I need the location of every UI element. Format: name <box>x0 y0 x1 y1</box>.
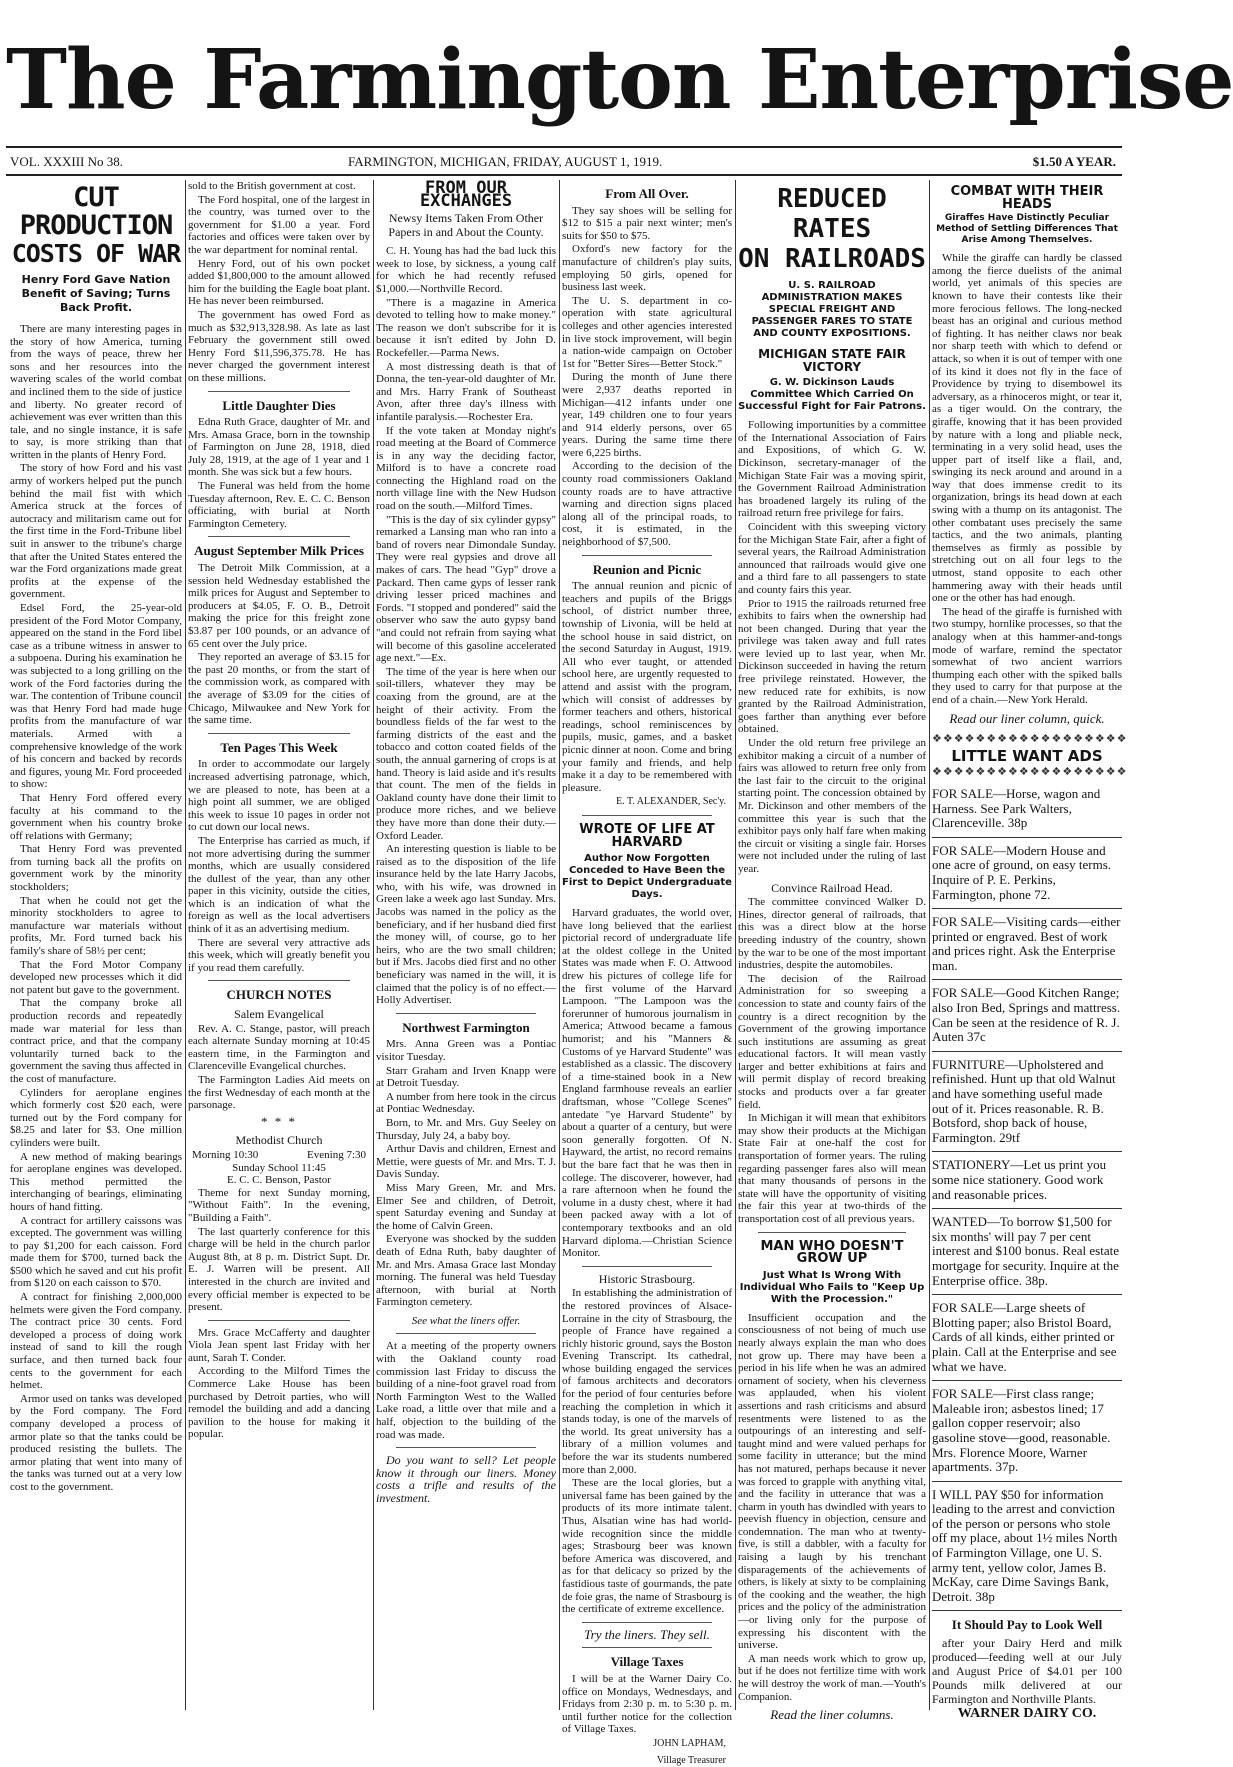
want-ad: FOR SALE—Good Kitchen Range; also Iron Bed, Springs and mattress. Can be seen at the residence of R. J. Auten 37c <box>932 980 1122 1051</box>
want-ad: FURNITURE—Upholstered and refinished. Hunt up that old Walnut and have something useful made out of it. Prices reasonable. R. B. Botsford, shop back of house, Farmington. 29tf <box>932 1052 1122 1153</box>
want-ad: WANTED—To borrow $1,500 for six months' will pay 7 per cent interest and $100 bonus. Real estate mortgage for security. Inquire at the Enterprise office. 38p. <box>932 1209 1122 1295</box>
section-heading: Ten Pages This Week <box>188 742 370 755</box>
dairy-ad-signature: WARNER DAIRY CO. <box>932 1708 1122 1721</box>
divider <box>582 1647 712 1648</box>
section-heading: Historic Strasbourg. <box>562 1273 732 1286</box>
want-ad: FOR SALE—Visiting cards—either printed or engraved. Best of work and prices right. Ask the Enterprise man. <box>932 909 1122 980</box>
signature: JOHN LAPHAM, <box>568 1738 726 1751</box>
exchanges-subheading: Newsy Items Taken From Other Papers in and About the County. <box>376 211 556 239</box>
column-1 <box>10 180 182 1710</box>
column-rule <box>185 180 186 1710</box>
sub-heading: Giraffes Have Distinctly Peculiar Method of Settling Differences That Arise Among Themselves. <box>932 213 1122 246</box>
want-ads-heading: LITTLE WANT ADS <box>932 750 1122 763</box>
column-5: REDUCED RATES ON RAILROADS U. S. RAILROAD ADMINISTRATION MAKES SPECIAL FREIGHT AND PASSENGER FARES TO STATE AND COUNTY EXPOSITIONS. MICHIGAN STATE FAIR VICTORY G. W. Dickinson Lauds Committee Which Carried On Successful Fight for Fair Patrons. Following importunities by a committee of the International Association of Fairs and Expositions, of which G. W. Dickinson, secretary-manager of the Michigan State Fair was a moving spirit, the Government Railroad Administration has broadened largely its ruling of the railroad return free privilege for fairs. Coincident with this sweeping victory for the Michigan State Fair, after a fight of several years, the Railroad Administration announced that railroads would give one and a third fare to all passengers to state and county fairs this year. Prior to 1915 the railroads returned free exhibits to fairs when the ownership had not been changed. During that year the privilege was taken away and full rates were levied up to last year, when Mr. Dickinson succeeded in having the return free privilege reinstated. However, the new reduced rate for exhibits, is now granted by the Railroad Administration, goes farther than anything ever before obtained. Under the old return free privilege an exhibitor making a circuit of a number of fairs was allowed to return free only from the last fair to the circuit to the original starting point. The concession obtained by Mr. Dickinson and other members of the committee this year is such that the exhibitor pays only half fare when making the circuit or visiting a single fair. Horses were not included under the ruling of last year. Convince Railroad Head. The committee convinced Walker D. Hines, director general of railroads, that this was a direct blow at the horse breeding industry of the country, shown by the war to be one of the most important industries, despite the automobiles. The decision of the Railroad Administration for so sweeping a concession to state and county fairs of the country is a direct recognition by the Government of the growing importance such institutions are assuming as great educational factors. It will mean vastly larger and better exhibitions at fairs and will permit display of record breaking stocks and products over a far greater field. In Michigan it will mean that exhibitors may show their products at the Michigan State Fair at one-half the cost for transportation of former years. The ruling regarding passenger fares also will mean that many thousands of persons in the state will have the opportunity of visiting the fair this year at two-thirds of the transportation cost of all previous years. MAN WHO DOESN'T GROW UP Just What Is Wrong With Individual Who Fails to "Keep Up With the Procession." Insufficient occupation and the consciousness of not being of much use nearly always explain the man who does not grow up. There may have been a period in his life when he was an admired ornament of society, when his cleverness was applauded, when his violent assertions and rash criticisms and absurd resentments were listened to as the outpourings of an interesting and self-taught mind and were valued perhaps for some facility in utterance; but the mind has not matured, perhaps because it never was forced to grapple with anything vital, and the facility in utterance that was a charm in youth has dwindled with years to peevish fluency in objection, censure and condemnation. The man who at twenty-five, is still a dabbler, with a faculty for raising a laugh by his trenchant disparagements of the achievements of others, is likely at sixty to be complaining of the cooking and the weather, the high prices and the policy of the administration—or living only for the purpose of expressing his discontent with the universe. A man needs work which to grow up, but if he does not fertilize time with work he will destroy the work of man.—Youth's Companion. Read the liner columns. <box>738 180 926 1710</box>
article-headline: REDUCED RATES ON RAILROADS <box>738 184 926 274</box>
divider <box>582 1266 712 1267</box>
column-rule <box>929 180 930 1710</box>
divider <box>396 1333 536 1334</box>
divider <box>582 555 712 556</box>
article-headline: CUT PRODUCTION COSTS OF WAR <box>10 184 182 267</box>
column-rule <box>373 180 374 1710</box>
want-ad: STATIONERY—Let us print you some nice stationery. Good work and reasonable prices. <box>932 1152 1122 1209</box>
sub-heading: Just What Is Wrong With Individual Who Fails to "Keep Up With the Procession." <box>738 1270 926 1306</box>
column-4: From All Over. They say shoes will be selling for $12 to $15 a pair next winter; men's suits for $50 to $75. Oxford's new factory for the manufacture of children's play suits, employing 50 girls, opened for business last week. The U. S. department in co-operation with state agricultural colleges and other agencies interested in live stock improvement, will begin a nation-wide campaign on October 1st for "Better Sires—Better Stock." During the month of June there were 2,937 deaths reported in Michigan—412 infants under one year, 149 children one to four years and 914 elderly persons, over 65 years. During the same time there were 6,225 births. According to the decision of the county road commissioners Oakland county roads are to have attractive warning and direction signs placed along all of the principal roads, to cost, it is estimated, in the neighborhood of $7,500. Reunion and Picnic The annual reunion and picnic of teachers and pupils of the Briggs school, of district number three, township of Livonia, will be held at the school house in said district, on the second Saturday in August, 1919. All who ever taught, or attended school here, are urgently requested to attend and assist with the program, which will consist of addresses by former teachers and others, historical readings, school reminiscences by pupils, music, games, and a basket picnic dinner at noon. Come and bring your family and friends, and help make it a day to be remembered with pleasure. E. T. ALEXANDER, Sec'y. WROTE OF LIFE AT HARVARD Author Now Forgotten Conceded to Have Been the First to Depict Undergraduate Days. Harvard graduates, the world over, have long believed that the earliest pictorial record of undergraduate life at the oldest college in the United States was made when F. O. Attwood drew his pictures of college life for the first volume of the Harvard Lampoon. "The Lampoon was the forerunner of humorous journalism in America; Attwood became a famous humorist; and his "Manners & Customs of ye Harvard Studente" was established as a classic. The discovery of a time-stained book in a New England farmhouse reveals an earlier draftsman, whose "College Scenes" antedate "ye Harvard Studente" by about a quarter of a century, but were soon generally forgotten. Of N. Hayward, the artist, no record remains but the bare fact that he was then in college. The discoverer, however, had a rare afternoon when he found the volume in a dusty chest, where it had been packed away with a lot of contemporary textbooks and an old Harvard diploma.—Christian Science Monitor. Historic Strasbourg. In establishing the administration of the restored provinces of Alsace-Lorraine in the city of Strasbourg, the people of France have regained a richly historic ground, says the Boston Evening Transcript. Its cathedral, whose building engaged the services of famous architects and decorators for the period of four centuries before reaching the completion in which it stands today, is one of the marvels of the world. Its great university has a library of a million volumes and before the war its students numbered more than 2,000. These are the local glories, but a universal fame has been gained by the products of its more intimate talent. Thus, Alsatian wine has had world-wide recognition since the middle ages; Strasbourg beer was known before America was discovered, and as for that delicacy so prized by the fastidious taste of gourmands, the pate de foie gras, the name of Strasbourg is the certificate of extreme excellence. Try the liners. They sell. Village Taxes I will be at the Warner Dairy Co. office on Mondays, Wednesdays, and Fridays from 2:30 p. m. to 5:30 p. m. until further notice for the collection of Village Taxes. JOHN LAPHAM, Village Treasurer <box>562 180 732 1710</box>
section-heading: From All Over. <box>562 188 732 201</box>
sub-heading: Author Now Forgotten Conceded to Have Been the First to Depict Undergraduate Days. <box>562 853 732 901</box>
section-heading: Little Daughter Dies <box>188 400 370 413</box>
divider <box>208 733 350 734</box>
article-deck: Henry Ford Gave Nation Benefit of Saving; Turns Back Profit. <box>10 273 182 315</box>
want-ad: FOR SALE—Large sheets of Blotting paper; also Bristol Board, Cards of all kinds, either printed or plain. Call at the Enterprise and see what we have. <box>932 1295 1122 1381</box>
section-heading: CHURCH NOTES <box>188 989 370 1002</box>
signature: Village Treasurer <box>568 1755 726 1767</box>
sub-heading: Convince Railroad Head. <box>738 882 926 895</box>
section-heading: Reunion and Picnic <box>562 564 732 577</box>
exchanges-heading: FROM OUR EXCHANGES <box>376 182 556 207</box>
want-ad: FOR SALE—Modern House and one acre of ground, on easy terms. Inquire of P. E. Perkins, Farmington, phone 72. <box>932 838 1122 909</box>
liners-promo: See what the liners offer. <box>376 1315 556 1328</box>
section-heading: MAN WHO DOESN'T GROW UP <box>738 1241 926 1266</box>
newspaper-page <box>6 0 1122 1717</box>
liners-promo: Do you want to sell? Let people know it through our liners. Money costs a trifle and results of the investment. <box>376 1454 556 1504</box>
article-continuation: sold to the British government at cost. The Ford hospital, one of the largest in the country, was turned over to the government for $1.00 a year. Ford factories and offices were taken over by the war department for nominal rental. Henry Ford, out of his own pocket added $1,800,000 to the amount allowed him for the building the Eagle boat plant. He has never been reimbursed. The government has owed Ford as much as $32,913,328.98. As late as last February the government still owed Henry Ford $11,596,375.78. He has never charged the government interest on these millions. <box>188 180 370 385</box>
liners-promo: Read our liner column, quick. <box>932 713 1122 726</box>
issue-date: FARMINGTON, MICHIGAN, FRIDAY, AUGUST 1, 1919. <box>348 149 662 175</box>
section-heading: August September Milk Prices <box>188 545 370 558</box>
ornament-stars: * * * <box>188 1116 370 1129</box>
divider <box>758 1232 906 1233</box>
masthead-title: The Farmington Enterprise <box>6 30 1122 130</box>
volume-number: VOL. XXXIII No 38. <box>10 149 123 175</box>
column-3: FROM OUR EXCHANGES Newsy Items Taken From Other Papers in and About the County. C. H. Young has had the bad luck this week to lose, by sickness, a young calf for which he had recently refused $1,000.—Northville Record. "There is a magazine in America devoted to telling how to make money." The reason we don't subscribe for it is because it isn't edited by John D. Rockefeller.—Parma News. A most distressing death is that of Donna, the ten-year-old daughter of Mr. and Mrs. Harry Frank of Southeast Avon, after three day's illness with infantile paralysis.—Rochester Era. If the vote taken at Monday night's road meeting at the Board of Commerce is in any way the deciding factor, Milford is to have a concrete road connecting the Highland road on the north village line with the New Hudson road on the south.—Milford Times. "This is the day of six cylinder gypsy" remarked a Lansing man who ran into a band of rovers near Dimondale Sunday. They were real gypsies and drove all makes of cars. The head "Gyp" drove a Packard. Then came gyps of lesser rank driving lesser priced machines and Fords. "I stopped and pondered" said the observer who saw the auto gypsy band "and could not refrain from saying what will become of this gasoline accelerated age next."—Ex. The time of the year is here when our soil-tillers, whatever they may be coaxing from the ground, are at the height of their activity. From the boundless fields of the far west to the farming districts of the east and the tobacco and cotton coated fields of the south, the annual garnering of crops is at hand. Theory is laid aside and it's results that count. The men of the fields in Oakland county have done their limit to produce more riches, and we believe they have more than done their duty.—Oxford Leader. An interesting question is liable to be raised as to the disposition of the life insurance held by the late Harry Jacobs, who, with his wife, was drowned in Green lake a week ago last Sunday. Mrs. Jacobs was named in the policy as the beneficiary, and if her husband died first the money will, of course, go to her heirs, who are the two small children; but if Mrs. Jacobs died first and no other beneficiary was named in the will, it is claimed that the policy is of no effect.—Holly Advertiser. Northwest Farmington Mrs. Anna Green was a Pontiac visitor Tuesday. Starr Graham and Irven Knapp were at Detroit Tuesday. A number from here took in the circus at Pontiac Wednesday. Born, to Mr. and Mrs. Guy Seeley on Thursday, July 24, a baby boy. Arthur Davis and children, Ernest and Mettie, were guests of Mr. and Mrs. T. J. Davis Sunday. Miss Mary Green, Mr. and Mrs. Elmer See and children, of Detroit, spent Saturday evening and Sunday at the home of Calvin Green. Everyone was shocked by the sudden death of Edna Ruth, baby daughter of Mr. and Mrs. Amasa Grace last Monday morning. The funeral was held Tuesday afternoon, with burial at North Farmington cemetery. See what the liners offer. At a meeting of the property owners with the Oakland county road commission last Friday to discuss the building of a nine-foot gravel road from North Farmington West to the Walled Lake road, a little over that mile and a half, objection to the building of the road was made. Do you want to sell? Let people know it through our liners. Money costs a trifle and results of the investment. <box>376 180 556 1710</box>
ornament-border: ❖❖❖❖❖❖❖❖❖❖❖❖❖❖❖❖❖❖ <box>932 766 1122 779</box>
article-deck: U. S. RAILROAD ADMINISTRATION MAKES SPECIAL FREIGHT AND PASSENGER FARES TO STATE AND COUNTY EXPOSITIONS. <box>738 280 926 340</box>
column-6: COMBAT WITH THEIR HEADS Giraffes Have Distinctly Peculiar Method of Settling Differences That Arise Among Themselves. While the giraffe can hardly be classed among the fierce duelists of the animal world, yet animals of this species are known to have their contests like their more ferocious fellows. The long-necked beast has an original and curious method of fighting. It has neither claws nor beak nor sharp teeth with which to defend or attack, so when it is out of temper with one of its kind it does not fly in the face of Providence by trying to disembowel its adversary, as a rhinoceros might, or tear it, as a tiger would. On the contrary, the giraffe, knowing that it has been provided by nature with a long and pliable neck, terminating in a very solid head, uses the upper part of itself like a flail, and, swinging its neck around and around in a way that does immense credit to its organization, brings its head down at each swing with a thump on its antagonist. The other combatant uses precisely the same tactics, and the two animals, planting themselves as firmly as possible by stretching out on all four legs to the utmost, stand opposite to each other hammering away with their heads until one or the other has had enough. The head of the giraffe is furnished with two stumpy, hornlike processes, so that the analogy when at this hammer-and-tongs mode of warfare, remind the spectator somewhat of two ancient warriors thumping each other with the spiked balls they used to carry for that purpose at the end of a chain.—New York Herald. Read our liner column, quick. ❖❖❖❖❖❖❖❖❖❖❖❖❖❖❖❖❖❖ LITTLE WANT ADS ❖❖❖❖❖❖❖❖❖❖❖❖❖❖❖❖❖❖ FOR SALE—Horse, wagon and Harness. See Park Walters, Clarenceville. 38p FOR SALE—Modern House and one acre of ground, on easy terms. Inquire of P. E. Perkins, Farmington, phone 72. FOR SALE—Visiting cards—either printed or engraved. Best of work and prices right. Ask the Enterprise man. FOR SALE—Good Kitchen Range; also Iron Bed, Springs and mattress. Can be seen at the residence of R. J. Auten 37c FURNITURE—Upholstered and refinished. Hunt up that old Walnut and have something useful made out of it. Prices reasonable. R. B. Botsford, shop back of house, Farmington. 29tf STATIONERY—Let us print you some nice stationery. Good work and reasonable prices. WANTED—To borrow $1,500 for six months' will pay 7 per cent interest and $100 bonus. Real estate mortgage for security. Inquire at the Enterprise office. 38p. FOR SALE—Large sheets of Blotting paper; also Bristol Board, Cards of all kinds, either printed or plain. Call at the Enterprise and see what we have. FOR SALE—First class range; Maleable iron; asbestos lined; 17 gallon copper reservoir; also gasoline stove—good, reasonable. Mrs. Florence Moore, Warner apartments. 37p. I WILL PAY $50 for information leading to the arrest and conviction of the person or persons who stole off my place, about 1½ miles North of Farmington Village, one U. S. army tent, yellow color, James B. McKay, care Dime Savings Bank, Detroit. 38p It Should Pay to Look Well after your Dairy Herd and milk produced—feeding well at our July and August Price of $4.01 per 100 Pounds milk delivered at our Farmington and Northville Plants. WARNER DAIRY CO. <box>932 180 1122 1710</box>
column-rule <box>735 180 736 1710</box>
divider <box>582 1622 712 1623</box>
ornament-border: ❖❖❖❖❖❖❖❖❖❖❖❖❖❖❖❖❖❖ <box>932 733 1122 746</box>
column-2: sold to the British government at cost. The Ford hospital, one of the largest in the country, was turned over to the government for $1.00 a year. Ford factories and offices were taken over by the war department for nominal rental. Henry Ford, out of his own pocket added $1,800,000 to the amount allowed him for the building the Eagle boat plant. He has never been reimbursed. The government has owed Ford as much as $32,913,328.98. As late as last February the government still owed Henry Ford $11,596,375.78. He has never charged the government interest on these millions. Little Daughter Dies Edna Ruth Grace, daughter of Mr. and Mrs. Amasa Grace, born in the township of Farmington on June 28, 1918, died July 28, 1919, at the age of 1 year and 1 month. She was sick but a few hours. The Funeral was held from the home Tuesday afternoon, Rev. E. C. C. Benson officiating, with burial at North Farmington Cemetery. August September Milk Prices The Detroit Milk Commission, at a session held Wednesday established the milk prices for August and September to producers at $4.05, F. O. B., Detroit making the price for this freight zone $3.87 per 100 pounds, or an advance of 65 cent over the July price. They reported an average of $3.15 for the past 20 months, or from the start of the commission work, as compared with the average of $3.09 for the cities of Chicago, Milwaukee and New York for the same time. Ten Pages This Week In order to accommodate our largely increased advertising patronage, which, we are pleased to note, has been at a high point all summer, we are obliged this week to issue 10 pages in order not to cut down our local news. The Enterprise has carried as much, if not more advertising during the summer months, which are usually considered the dullest of the year, than any other paper in this vicinity, outside the cities, which is an indication of what the foreign as well as the local advertisers think of it as an advertising medium. There are several very attractive ads this week, which will greatly benefit you if you read them carefully. CHURCH NOTES Salem Evangelical Rev. A. C. Stange, pastor, will preach each alternate Sunday morning at 10:45 eastern time, in the Farmington and Clarenceville Evangelical churches. The Farmington Ladies Aid meets on the first Wednesday of each month at the parsonage. * * * Methodist Church Morning 10:30 Evening 7:30 Sunday School 11:45 E. C. C. Benson, Pastor Theme for next Sunday morning, "Without Faith". In the evening, "Building a Faith". The last quarterly conference for this charge will be held in the church parlor August 8th, at 8 p. m. District Supt. Dr. E. J. Warren will be present. All interested in the church are invited and every official member is expected to be present. Mrs. Grace McCafferty and daughter Viola Jean spent last Friday with her aunt, Sarah T. Conder. According to the Milford Times the Commerce Lake House has been purchased by Detroit parties, who will remodel the building and add a dancing pavilion to the house for making it popular. <box>188 180 370 1710</box>
divider <box>582 815 712 816</box>
divider <box>208 536 350 537</box>
divider <box>396 1447 536 1448</box>
signature: E. T. ALEXANDER, Sec'y. <box>568 796 726 809</box>
liners-promo: Try the liners. They sell. <box>562 1629 732 1642</box>
section-heading: COMBAT WITH THEIR HEADS <box>932 186 1122 211</box>
ad-heading: It Should Pay to Look Well <box>932 1619 1122 1632</box>
section-heading: Northwest Farmington <box>376 1022 556 1035</box>
sub-heading: Salem Evangelical <box>188 1008 370 1021</box>
divider <box>396 1013 536 1014</box>
sub-heading: G. W. Dickinson Lauds Committee Which Carried On Successful Fight for Fair Patrons. <box>738 377 926 413</box>
want-ad: FOR SALE—Horse, wagon and Harness. See Park Walters, Clarenceville. 38p <box>932 781 1122 838</box>
column-rule <box>559 180 560 1710</box>
subscription-price: $1.50 A YEAR. <box>1033 149 1116 175</box>
section-heading: WROTE OF LIFE AT HARVARD <box>562 824 732 849</box>
dateline-bar <box>6 146 1122 176</box>
divider <box>208 980 350 981</box>
sub-heading: Methodist Church <box>188 1134 370 1147</box>
want-ad: FOR SALE—First class range; Maleable iron; asbestos lined; 17 gallon copper reservoir; also gasoline stove—good, reasonable. Mrs. Florence Moore, Warner apartments. 37p. <box>932 1381 1122 1482</box>
want-ads-list <box>932 781 1122 1612</box>
liners-promo: Read the liner columns. <box>738 1709 926 1722</box>
service-times: Morning 10:30 Evening 7:30 <box>188 1149 370 1162</box>
divider <box>208 1320 350 1321</box>
divider <box>208 391 350 392</box>
article-body: There are many interesting pages in the story of how America, turning from the ways of peace, threw her sons and her resources into the wavering scales of the world combat and inclined them to the side of justice and liberty. No greater record of achievement was ever written than this tale, and no single instance, it is safe to say, is more striking than that written in the plants of Henry Ford. The story of how Ford and his vast army of workers helped put the punch behind the mail fist with which America struck at the forces of autocracy and militarism came out for the first time in the Ford-Tribune libel suit in answer to the tribune's charge that after the United States entered the war the Ford organizations made great profits at the expense of the government. Edsel Ford, the 25-year-old president of the Ford Motor Company, appeared on the stand in the Ford libel case as a tribune witness in answer to a subpoena. During his examination he was subjected to a long grilling on the work of the Ford factories during the war. The contention of Tribune council was that Henry Ford had made huge profits from the manufacture of war materials. Armed with a comprehensive knowledge of the work of his concern and backed by records and figures, young Mr. Ford proceeded to show: That Henry Ford offered every faculty at his command to the government when his country broke off relations with Germany; That Henry Ford was prevented from turning back all the profits on government work by the minority stockholders; That when he could not get the minority stockholders to agree to manufacture war materials without profits, Mr. Ford turned back his family's share of 58½ per cent; That the Ford Motor Company developed new processes which it did not patent but gave to the government. That the company broke all production records and repeatedly made war material for less than contract price, and that the company voluntarily turned back to the government the saving thus affected in the cost of manufacture. Cylinders for aeroplane engines which formerly cost $20 each, were turned out by the Ford company for $8.25 and later for $3. One million cylinders were built. A new method of making bearings for aeroplane engines was developed. This method permitted the interchanging of bearings, eliminating hours of hand fitting. A contract for artillery caissons was excepted. The government was willing to pay $1,200 for each caisson. Ford made them for $700, turned back the $500 which he saved and cut his profit from $120 on each caisson to $70. A contract for finishing 2,000,000 helmets were given the Ford company. The contract price 30 cents. Ford developed a process of doing work instead of sand to kill the rough surface, and then turned back four cents to the government for each helmet. Armor used on tanks was developed by the Ford company. The Ford company developed a process of armor plate so that the tanks could be produced resisting the bullets. The armor plating that went into many of the tanks was turned out at a very low cost to the government. <box>10 323 182 1494</box>
want-ad: I WILL PAY $50 for information leading to the arrest and conviction of the person or persons who stole off my place, about 1½ miles North of Farmington Village, one U. S. army tent, yellow color, James B. McKay, care Dime Savings Bank, Detroit. 38p <box>932 1482 1122 1612</box>
section-heading: Village Taxes <box>562 1656 732 1669</box>
section-heading: MICHIGAN STATE FAIR VICTORY <box>738 348 926 373</box>
dairy-ad-text: after your Dairy Herd and milk produced—feeding well at our July and August Price of $4.01 per 100 Pounds milk delivered at our Farmington and Northville Plants. <box>932 1636 1122 1706</box>
